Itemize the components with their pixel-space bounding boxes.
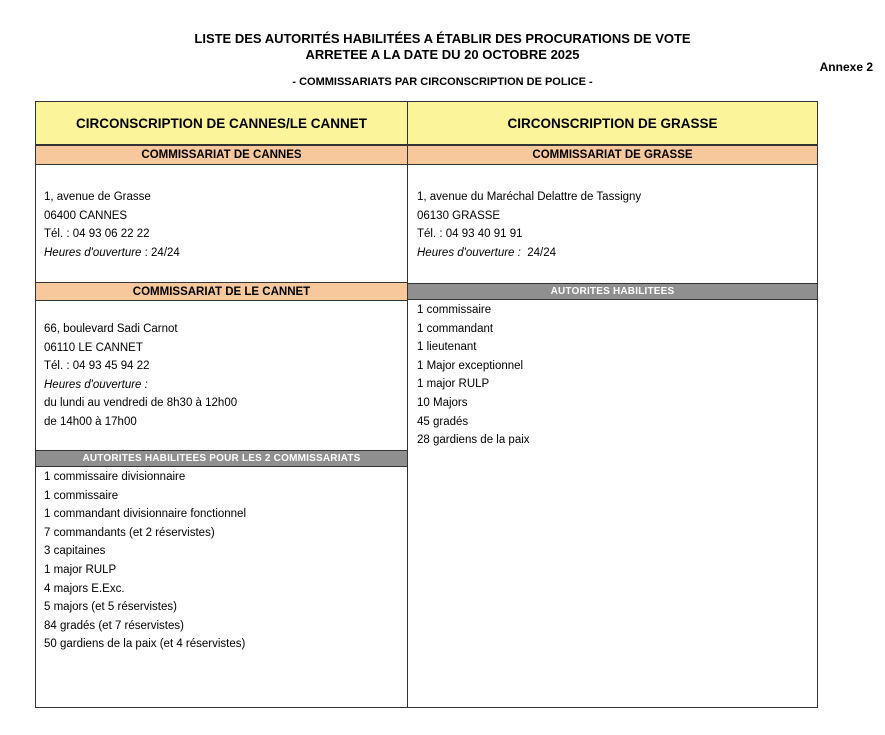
list-item: 10 Majors xyxy=(417,396,468,409)
cannes-hours-label: Heures d'ouverture xyxy=(44,246,142,259)
grasse-hours-label: Heures d'ouverture : xyxy=(417,246,521,259)
circonscription-cannes-header: CIRCONSCRIPTION DE CANNES/LE CANNET xyxy=(36,102,407,145)
grasse-city: 06130 GRASSE xyxy=(417,209,501,222)
commissariat-lecannet-header: COMMISSARIAT DE LE CANNET xyxy=(36,282,407,301)
grasse-hours-value: 24/24 xyxy=(520,246,557,259)
lecannet-city: 06110 LE CANNET xyxy=(44,341,143,354)
list-item: 84 gradés (et 7 réservistes) xyxy=(44,619,184,632)
authorities-cannes-list xyxy=(44,468,246,654)
authorities-grasse-header: AUTORITES HABILITEES xyxy=(408,283,817,300)
lecannet-hours-line1: du lundi au vendredi de 8h30 à 12h00 xyxy=(44,397,238,410)
commissariat-grasse-header: COMMISSARIAT DE GRASSE xyxy=(408,145,817,165)
list-item: 7 commandants (et 2 réservistes) xyxy=(44,526,215,539)
grasse-phone: Tél. : 04 93 40 91 91 xyxy=(417,228,523,241)
lecannet-address: 66, boulevard Sadi Carnot xyxy=(44,323,178,335)
annexe-label: Annexe 2 xyxy=(819,60,873,74)
document-title: LISTE DES AUTORITÉS HABILITÉES A ÉTABLIR DES PROCURATIONS DE VOTE xyxy=(194,31,691,46)
lecannet-hours-label: Heures d'ouverture : xyxy=(44,378,148,391)
lecannet-hours-line2: de 14h00 à 17h00 xyxy=(44,415,137,428)
list-item: 1 lieutenant xyxy=(417,341,477,354)
list-item: 3 capitaines xyxy=(44,545,106,558)
cannes-address: 1, avenue de Grasse xyxy=(44,191,151,203)
list-item: 1 commandant divisionnaire fonctionnel xyxy=(44,508,247,521)
list-item: 1 commissaire xyxy=(44,489,119,502)
list-item: 28 gardiens de la paix xyxy=(417,434,530,447)
list-item: 4 majors E.Exc. xyxy=(44,582,125,595)
commissariat-grasse-info xyxy=(417,188,641,262)
circonscription-grasse-header: CIRCONSCRIPTION DE GRASSE xyxy=(408,102,817,145)
list-item: 1 Major exceptionnel xyxy=(417,359,524,372)
commissariat-cannes-info xyxy=(44,188,180,262)
authorities-cannes-header: AUTORITES HABILITEES POUR LES 2 COMMISSARIATS xyxy=(36,450,407,467)
list-item: 5 majors (et 5 réservistes) xyxy=(44,601,177,614)
document-subtitle: - COMMISSARIATS PAR CIRCONSCRIPTION DE POLICE - xyxy=(292,76,593,88)
list-item: 45 gradés xyxy=(417,415,469,428)
grasse-hours xyxy=(417,244,641,263)
list-item: 1 major RULP xyxy=(417,378,490,391)
list-item: 1 commissaire divisionnaire xyxy=(44,471,186,483)
commissariat-cannes-header: COMMISSARIAT DE CANNES xyxy=(36,145,407,165)
lecannet-phone: Tél. : 04 93 45 94 22 xyxy=(44,360,150,373)
grasse-address: 1, avenue du Maréchal Delattre de Tassigny xyxy=(417,191,642,203)
list-item: 50 gardiens de la paix (et 4 réservistes) xyxy=(44,638,246,651)
cannes-hours-value: : 24/24 xyxy=(141,246,180,259)
document-date-line: ARRETEE A LA DATE DU 20 OCTOBRE 2025 xyxy=(305,47,580,62)
cannes-hours xyxy=(44,244,180,263)
list-item: 1 major RULP xyxy=(44,563,117,576)
authorities-grasse-list xyxy=(417,301,530,450)
cannes-city: 06400 CANNES xyxy=(44,209,128,222)
column-divider xyxy=(407,101,408,708)
list-item: 1 commissaire xyxy=(417,304,492,316)
cannes-phone: Tél. : 04 93 06 22 22 xyxy=(44,228,150,241)
list-item: 1 commandant xyxy=(417,322,494,335)
commissariat-lecannet-info xyxy=(44,320,237,432)
